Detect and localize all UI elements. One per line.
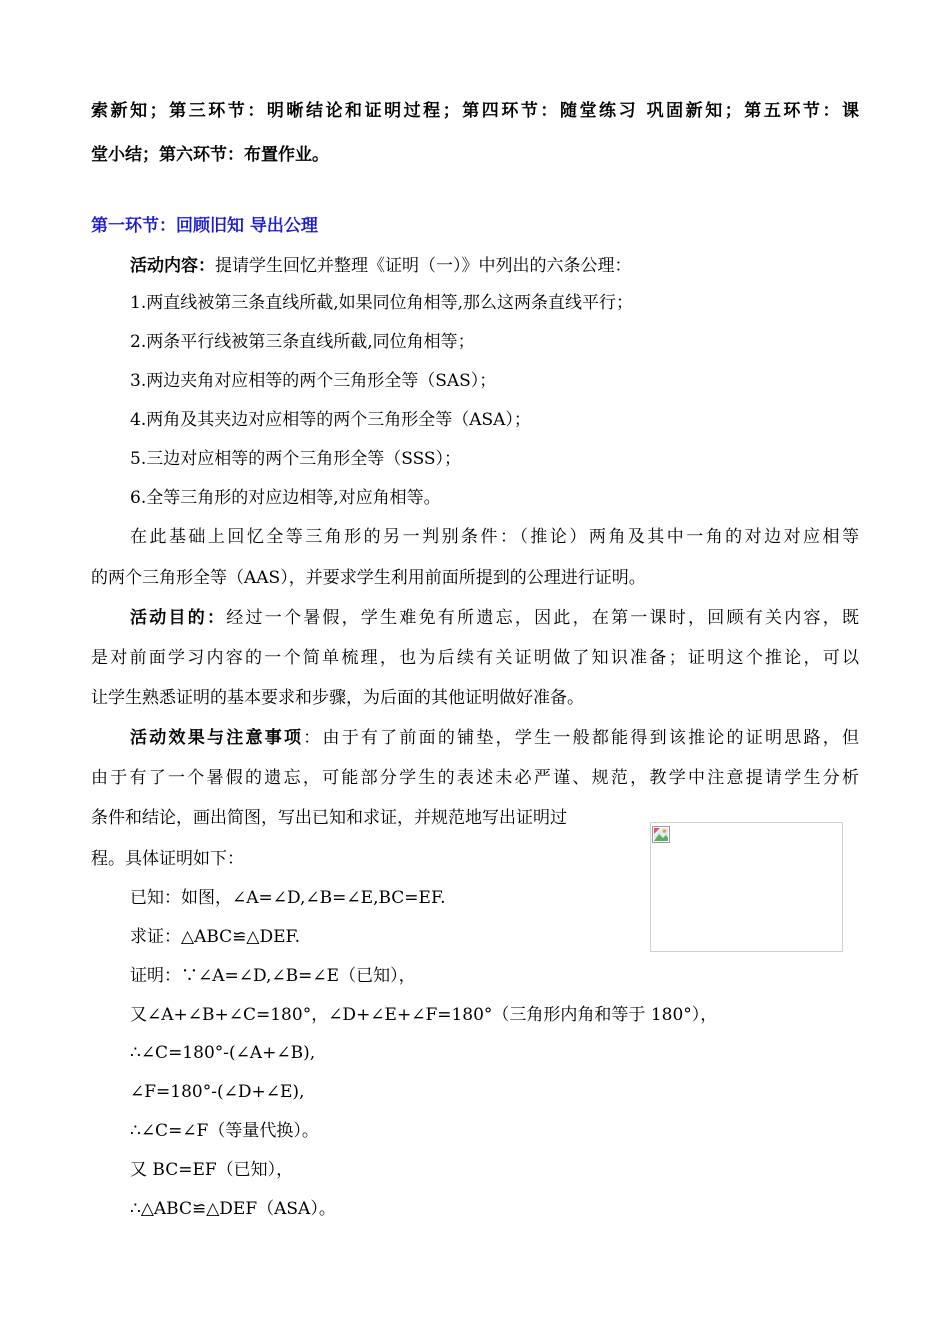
axiom-3: 3.两边夹角对应相等的两个三角形全等（SAS）； — [130, 371, 497, 391]
intro-line-1: 索新知；第三环节：明晰结论和证明过程；第四环节：随堂练习 巩固新知；第五环节：课 — [91, 101, 859, 121]
effect-line-4: 程。具体证明如下： — [91, 849, 244, 869]
figure-placeholder — [650, 822, 843, 952]
paragraph-line-1: 在此基础上回忆全等三角形的另一判别条件：（推论）两角及其中一角的对边对应相等 — [130, 527, 859, 547]
effect-text: ：由于有了前面的铺垫，学生一般都能得到该推论的证明思路，但 — [303, 728, 860, 748]
activity-content-text: 提请学生回忆并整理《证明（一）》中列出的六条公理： — [215, 256, 632, 276]
proof-step-3: ∴∠C=180°-(∠A+∠B), — [130, 1043, 316, 1063]
proof-given: 已知：如图，∠A=∠D,∠B=∠E,BC=EF. — [130, 888, 446, 908]
intro-line-2: 堂小结；第六环节：布置作业。 — [91, 145, 329, 165]
proof-step-6: 又 BC=EF（已知）， — [130, 1160, 294, 1180]
axiom-1: 1.两直线被第三条直线所截,如果同位角相等,那么这两条直线平行； — [130, 293, 634, 313]
proof-step-5: ∴∠C=∠F（等量代换）。 — [130, 1121, 319, 1141]
axiom-4: 4.两角及其夹边对应相等的两个三角形全等（ASA）； — [130, 410, 531, 430]
purpose-line-3: 让学生熟悉证明的基本要求和步骤，为后面的其他证明做好准备。 — [91, 688, 584, 708]
purpose-line-1 — [130, 608, 859, 628]
proof-step-2: 又∠A+∠B+∠C=180°，∠D+∠E+∠F=180°（三角形内角和等于 180°）， — [130, 1005, 718, 1025]
proof-conclusion: ∴△ABC≌△DEF（ASA）。 — [130, 1199, 336, 1219]
broken-image-icon — [652, 826, 670, 843]
axiom-2: 2.两条平行线被第三条直线所截,同位角相等； — [130, 332, 475, 352]
activity-content — [130, 256, 632, 276]
paragraph-line-2: 的两个三角形全等（AAS），并要求学生利用前面所提到的公理进行证明。 — [91, 568, 646, 588]
axiom-5: 5.三边对应相等的两个三角形全等（SSS）； — [130, 449, 462, 469]
activity-content-label: 活动内容： — [130, 256, 215, 276]
effect-label: 活动效果与注意事项 — [130, 728, 304, 748]
proof-step-1: 证明：∵∠A=∠D,∠B=∠E（已知）， — [130, 966, 416, 986]
effect-line-2: 由于有了一个暑假的遗忘，可能部分学生的表述未必严谨、规范，教学中注意提请学生分析 — [91, 768, 859, 788]
axiom-6: 6.全等三角形的对应边相等,对应角相等。 — [130, 488, 441, 508]
effect-line-3: 条件和结论，画出简图，写出已知和求证，并规范地写出证明过 — [91, 808, 567, 828]
section-heading: 第一环节：回顾旧知 导出公理 — [91, 216, 318, 236]
purpose-line-2: 是对前面学习内容的一个简单梳理，也为后续有关证明做了知识准备；证明这个推论，可以 — [91, 648, 859, 668]
proof-step-4: ∠F=180°-(∠D+∠E), — [130, 1082, 305, 1102]
proof-to-prove: 求证：△ABC≌△DEF. — [130, 927, 301, 947]
purpose-label: 活动目的： — [130, 608, 227, 628]
purpose-text: 经过一个暑假，学生难免有所遗忘，因此，在第一课时，回顾有关内容，既 — [226, 608, 860, 628]
effect-line-1 — [130, 728, 859, 748]
